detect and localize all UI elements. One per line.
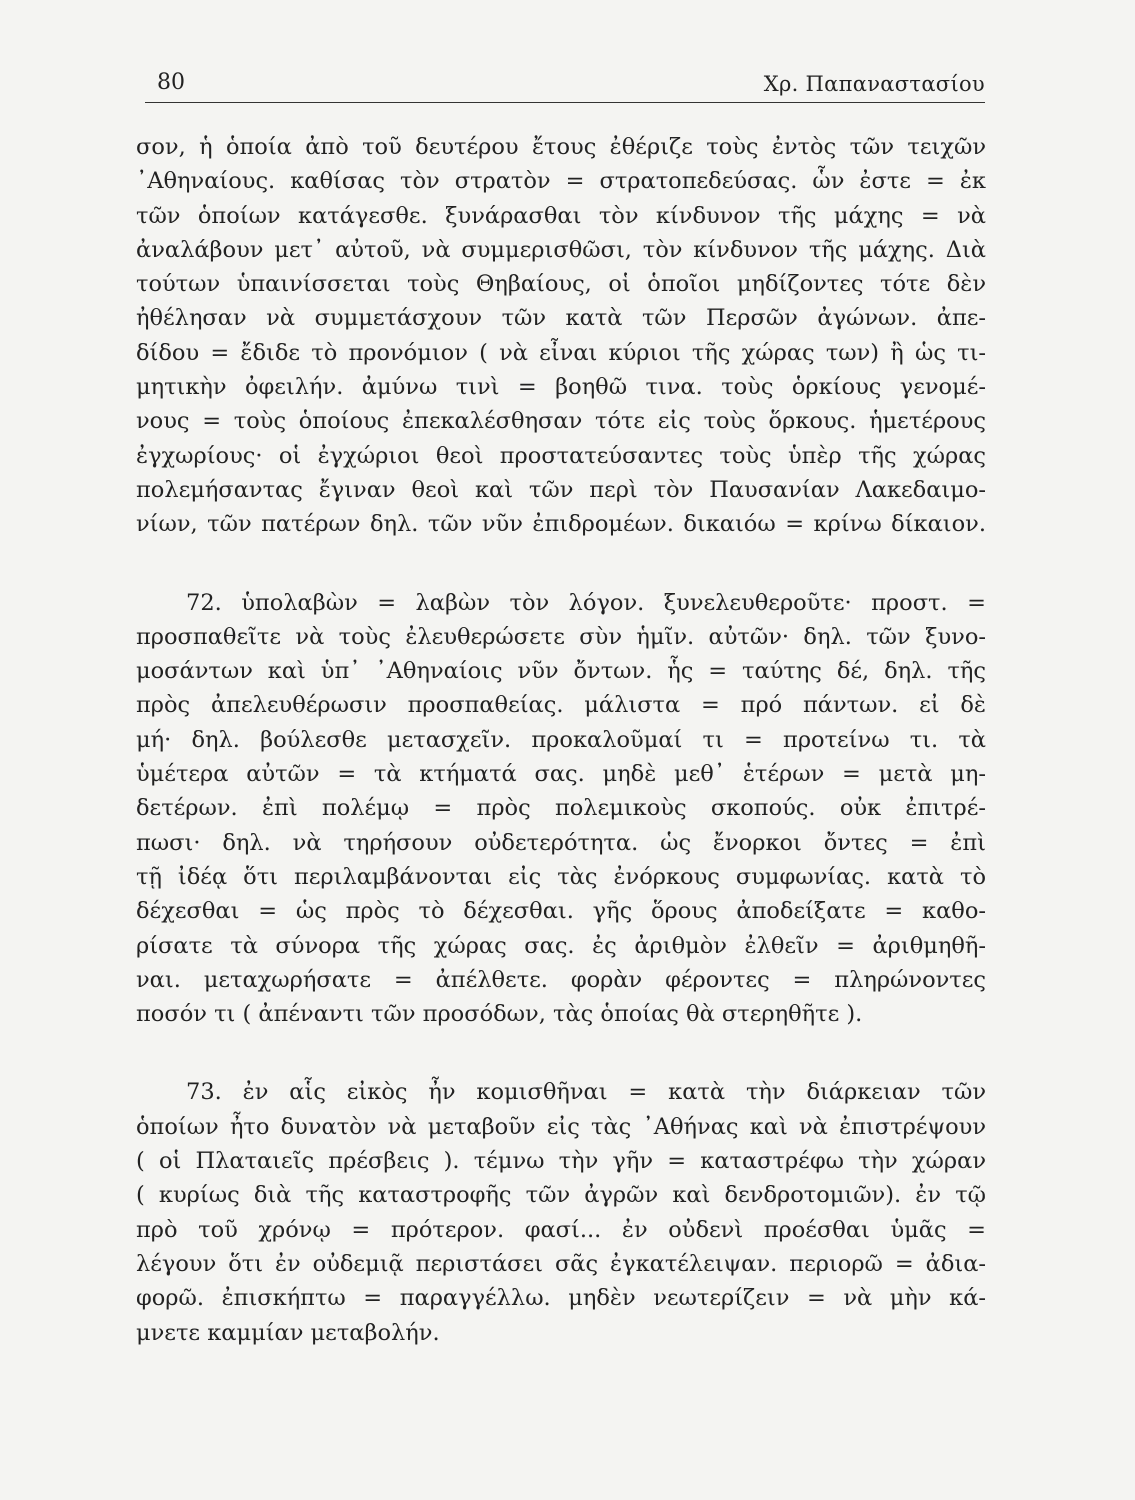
text-line: ἐγχωρίους· οἱ ἐγχώριοι θεοὶ προστατεύσαντες τοὺς ὑπὲρ τῆς χώρας xyxy=(136,442,986,469)
text-line: 73. ἐν αἷς εἰκὸς ἦν κομισθῆναι = κατὰ τὴν διάρκειαν τῶν xyxy=(186,1079,986,1106)
page-header xyxy=(145,66,985,103)
page-body xyxy=(136,130,986,1350)
text-line: δίδου = ἔδιδε τὸ προνόμιον ( νὰ εἶναι κύριοι τῆς χώρας των) ἢ ὡς τι- xyxy=(136,339,986,366)
text-line: ρίσατε τὰ σύνορα τῆς χώρας σας. ἐς ἀριθμὸν ἐλθεῖν = ἀριθμηθῆ- xyxy=(136,932,986,959)
running-head: Χρ. Παπαναστασίου xyxy=(763,72,985,96)
text-line: μή· δηλ. βούλεσθε μετασχεῖν. προκαλοῦμαί τι = προτείνω τι. τὰ xyxy=(136,726,986,753)
text-line: μνετε καμμίαν μεταβολήν. xyxy=(136,1319,440,1346)
text-line: δετέρων. ἐπὶ πολέμῳ = πρὸς πολεμικοὺς σκοπούς. οὐκ ἐπιτρέ- xyxy=(136,795,986,822)
page-number: 80 xyxy=(157,70,185,95)
text-line: ᾿Αθηναίους. καθίσας τὸν στρατὸν = στρατοπεδεύσας. ὧν ἐστε = ἐκ xyxy=(136,168,986,195)
text-line: φορῶ. ἐπισκήπτω = παραγγέλλω. μηδὲν νεωτερίζειν = νὰ μὴν κά- xyxy=(136,1285,986,1312)
text-line: προσπαθεῖτε νὰ τοὺς ἐλευθερώσετε σὺν ἡμῖν. αὐτῶν· δηλ. τῶν ξυνο- xyxy=(136,623,986,650)
text-line: πρὸς ἀπελευθέρωσιν προσπαθείας. μάλιστα = πρό πάντων. εἰ δὲ xyxy=(136,692,986,719)
text-line: τῶν ὁποίων κατάγεσθε. ξυνάρασθαι τὸν κίνδυνον τῆς μάχης = νὰ xyxy=(136,202,986,229)
text-line: ( κυρίως διὰ τῆς καταστροφῆς τῶν ἀγρῶν καὶ δενδροτομιῶν). ἐν τῷ xyxy=(136,1182,986,1209)
text-line: ἀναλάβουν μετ᾿ αὐτοῦ, νὰ συμμερισθῶσι, τὸν κίνδυνον τῆς μάχης. Διὰ xyxy=(136,236,986,263)
text-line: πολεμήσαντας ἔγιναν θεοὶ καὶ τῶν περὶ τὸν Παυσανίαν Λακεδαιμο- xyxy=(136,476,986,503)
text-line: μοσάντων καὶ ὑπ᾿ ᾿Αθηναίοις νῦν ὄντων. ἧς = ταύτης δέ, δηλ. τῆς xyxy=(136,658,986,685)
text-line: πωσι· δηλ. νὰ τηρήσουν οὐδετερότητα. ὡς ἔνορκοι ὄντες = ἐπὶ xyxy=(136,829,986,856)
paragraph-72 xyxy=(136,586,986,1032)
paragraph-73 xyxy=(136,1075,986,1349)
text-line: τούτων ὑπαινίσσεται τοὺς Θηβαίους, οἱ ὁποῖοι μηδίζοντες τότε δὲν xyxy=(136,271,986,298)
text-line: ἠθέλησαν νὰ συμμετάσχουν τῶν κατὰ τῶν Περσῶν ἀγώνων. ἀπε- xyxy=(136,305,986,332)
text-line: μητικὴν ὀφειλήν. ἀμύνω τινὶ = βοηθῶ τινα. τοὺς ὁρκίους γενομέ- xyxy=(136,374,986,401)
text-line: τῇ ἰδέᾳ ὅτι περιλαμβάνονται εἰς τὰς ἐνόρκους συμφωνίας. κατὰ τὸ xyxy=(136,863,986,890)
text-line: ( οἱ Πλαταιεῖς πρέσβεις ). τέμνω τὴν γῆν = καταστρέφω τὴν χώραν xyxy=(136,1148,986,1175)
text-line: πρὸ τοῦ χρόνῳ = πρότερον. φασί... ἐν οὐδενὶ προέσθαι ὑμᾶς = xyxy=(136,1216,986,1243)
text-line: λέγουν ὅτι ἐν οὐδεμιᾷ περιστάσει σᾶς ἐγκατέλειψαν. περιορῶ = ἀδια- xyxy=(136,1250,986,1277)
text-line: νους = τοὺς ὁποίους ἐπεκαλέσθησαν τότε εἰς τοὺς ὅρκους. ἡμετέρους xyxy=(136,408,986,435)
text-line: σον, ἡ ὁποία ἀπὸ τοῦ δευτέρου ἔτους ἐθέριζε τοὺς ἐντὸς τῶν τειχῶν xyxy=(136,134,986,160)
text-line: ὑμέτερα αὐτῶν = τὰ κτήματά σας. μηδὲ μεθ᾿ ἑτέρων = μετὰ μη- xyxy=(136,761,986,788)
text-line: νίων, τῶν πατέρων δηλ. τῶν νῦν ἐπιδρομέων. δικαιόω = κρίνω δίκαιον. xyxy=(136,511,986,538)
text-line: δέχεσθαι = ὡς πρὸς τὸ δέχεσθαι. γῆς ὅρους ἀποδείξατε = καθο- xyxy=(136,898,986,925)
text-line: 72. ὑπολαβὼν = λαβὼν τὸν λόγον. ξυνελευθεροῦτε· προστ. = xyxy=(186,589,986,616)
text-line: ποσόν τι ( ἀπέναντι τῶν προσόδων, τὰς ὁποίας θὰ στερηθῆτε ). xyxy=(136,1001,863,1028)
paragraph-71 xyxy=(136,130,986,542)
text-line: ναι. μεταχωρήσατε = ἀπέλθετε. φορὰν φέροντες = πληρώνοντες xyxy=(136,966,986,993)
text-line: ὁποίων ἦτο δυνατὸν νὰ μεταβοῦν εἰς τὰς ᾿Αθήνας καὶ νὰ ἐπιστρέψουν xyxy=(136,1113,986,1140)
